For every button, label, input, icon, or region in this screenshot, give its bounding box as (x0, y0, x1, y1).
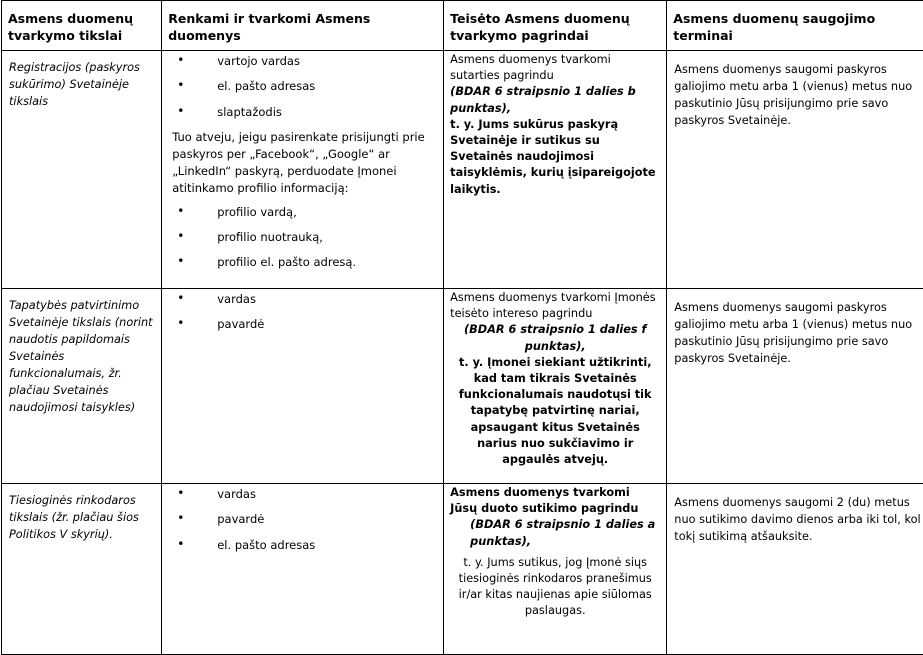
header-basis: Teisėto Asmens duomenų tvarkymo pagrindai (444, 1, 667, 51)
data-list (168, 486, 437, 554)
data-cell (162, 51, 444, 289)
data-list (168, 53, 437, 121)
basis-reference: (BDAR 6 straipsnio 1 dalies a punktas), (450, 517, 660, 549)
header-retention: Asmens duomenų saugojimo terminai (667, 1, 923, 51)
basis-intro: Asmens duomenys tvarkomi Įmonės teisėto intereso pagrindu (450, 290, 660, 322)
list-item: • vartojo vardas (168, 53, 437, 70)
purpose-cell: Tiesioginės rinkodaros tikslais (žr. plačiau šios Politikos V skyrių). (2, 484, 162, 655)
basis-detail: t. y. Jums sutikus, jog Įmonė siųs tiesioginės rinkodaros pranešimus ir/ar kitas naujienas apie siūlomas paslaugas. (450, 555, 660, 620)
header-purpose: Asmens duomenų tvarkymo tikslai (2, 1, 162, 51)
list-item: • pavardė (168, 511, 437, 528)
privacy-table (1, 0, 923, 655)
list-item: • vardas (168, 291, 437, 308)
social-login-note: Tuo atveju, jeigu pasirenkate prisijungti prie paskyros per „Facebook“, „Google“ ar „LinkedIn“ paskyrą, perduodate Įmonei atitinkamo profilio informaciją: (172, 129, 437, 197)
basis-cell (444, 289, 667, 484)
list-item: • vardas (168, 486, 437, 503)
list-item: • profilio el. pašto adresą. (168, 254, 437, 271)
retention-cell: Asmens duomenys saugomi 2 (du) metus nuo sutikimo davimo dienos arba iki tol, kol tokį sutikimą atšauksite. (667, 484, 923, 655)
list-item: • slaptažodis (168, 104, 437, 121)
table-row (2, 51, 923, 289)
list-item: • profilio vardą, (168, 204, 437, 221)
basis-detail: t. y. Jums sukūrus paskyrą Svetainėje ir sutikus su Svetainės naudojimosi taisyklėmis, kurių įsipareigojote laikytis. (450, 117, 660, 198)
basis-detail: t. y. Įmonei siekiant užtikrinti, kad tam tikrais Svetainės funkcionalumais naudotųsi tik tapatybę patvirtinę nariai, apsaugant kitus Svetainės narius nuo sukčiavimo ir apgaulės atvejų. (450, 355, 660, 468)
list-item: • el. pašto adresas (168, 537, 437, 554)
data-list (168, 291, 437, 333)
table-row (2, 484, 923, 655)
basis-intro: Asmens duomenys tvarkomi sutarties pagrindu (450, 52, 660, 84)
basis-reference: (BDAR 6 straipsnio 1 dalies b punktas), (450, 84, 660, 116)
profile-data-list (168, 204, 437, 272)
purpose-cell: Tapatybės patvirtinimo Svetainėje tikslais (norint naudotis papildomais Svetainės funkcionalumais, žr. plačiau Svetainės naudojimosi taisykles) (2, 289, 162, 484)
basis-cell (444, 51, 667, 289)
retention-cell: Asmens duomenys saugomi paskyros galiojimo metu arba 1 (vienus) metus nuo paskutinio Jūsų prisijungimo prie savo paskyros Svetainėje. (667, 51, 923, 289)
basis-intro: Asmens duomenys tvarkomi Jūsų duoto sutikimo pagrindu (450, 485, 660, 517)
basis-reference: (BDAR 6 straipsnio 1 dalies f punktas), (450, 322, 660, 354)
purpose-cell: Registracijos (paskyros sukūrimo) Svetainėje tikslais (2, 51, 162, 289)
data-cell (162, 289, 444, 484)
table-row (2, 289, 923, 484)
list-item: • el. pašto adresas (168, 78, 437, 95)
data-cell (162, 484, 444, 655)
list-item: • profilio nuotrauką, (168, 229, 437, 246)
header-row (2, 1, 923, 51)
header-data: Renkami ir tvarkomi Asmens duomenys (162, 1, 444, 51)
retention-cell: Asmens duomenys saugomi paskyros galiojimo metu arba 1 (vienus) metus nuo paskutinio Jūsų prisijungimo prie savo paskyros Svetainėje. (667, 289, 923, 484)
list-item: • pavardė (168, 316, 437, 333)
basis-cell (444, 484, 667, 655)
